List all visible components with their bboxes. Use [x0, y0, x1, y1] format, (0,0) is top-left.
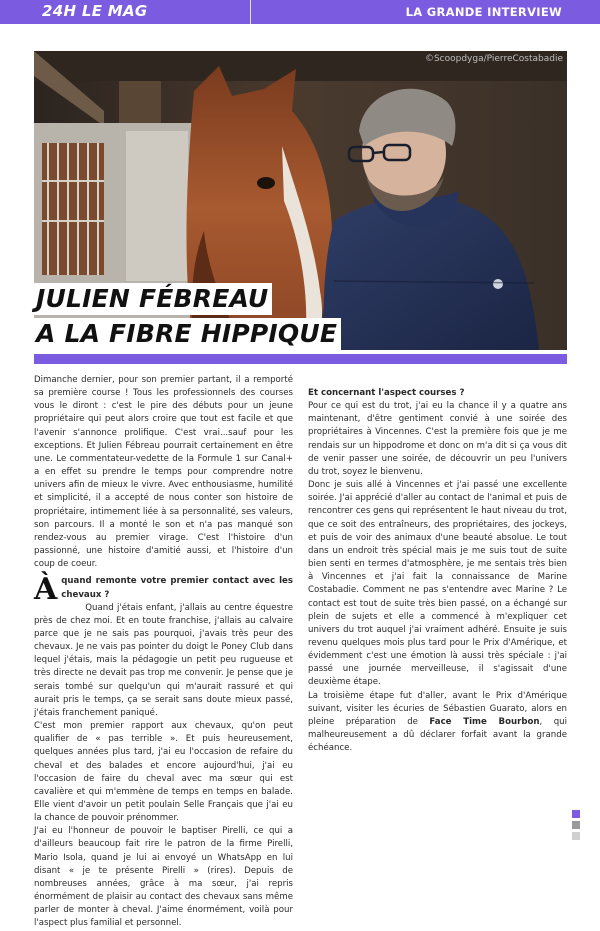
decor-square-1: [572, 810, 580, 818]
decor-square-3: [572, 832, 580, 840]
drop-cap: À: [34, 572, 58, 608]
header-bar: [0, 0, 600, 24]
intro-paragraph: Dimanche dernier, pour son premier partant, il a remporté sa première course ! Tous les professionnels des courses vous le diront : c'est le pire des débuts pour un jeune propriétaire qui peut alors croire que tout est facile et que l'avenir s'annonce prolifique. C'est vrai...sauf pour les exceptions. Et Julien Fébreau pourrait certainement en être une. Le commentateur-vedette de la Formule 1 sur Canal+ a en effet su prendre le temps pour comprendre notre univers afin de mieux le vivre. Avec enthousiasme, humilité et simplicité, il a accepté de nous conter son histoire de propriétaire, intimement liée à sa personnalité, ses valeurs, son parcours. Il a monté le son et n'a pas manqué son rendez-vous au premier virage. C'est l'histoire d'un passionné, une histoire d'amitié aussi, et l'histoire d'un coup de coeur.: [34, 375, 293, 570]
paragraph-text-end: , qui malheureusement a dû déclarer forfait avant la grande échéance.: [308, 716, 567, 754]
answer-1-paragraph-2: C'est mon premier rapport aux chevaux, qu'on peut qualifier de « pas terrible ». Et puis heureusement, quelques années plus tard, j'ai eu l'occasion de refaire du cheval et des balades et encore aujourd'hui, j'ai eu l'occasion de faire du cheval avec ma sœur qui est cavalière et qui m'emmène de temps en temps en balade. Elle vient d'avoir un petit poulain Selle Français que j'ai eu la chance de pouvoir prénommer.: [34, 721, 293, 824]
article-column-right: [308, 374, 567, 755]
decor-square-2: [572, 821, 580, 829]
answer-2-paragraph-3: [308, 690, 567, 756]
article-column-left: [34, 374, 293, 931]
header-divider: [250, 0, 251, 24]
accent-bar: [34, 354, 567, 364]
answer-1-paragraph-3: J'ai eu l'honneur de pouvoir le baptiser Pirelli, ce qui a d'ailleurs beaucoup fait rire le patron de la firme Pirelli, Mario Isola, quand je lui ai envoyé un WhatsApp en lui disant « je te présente Pirelli » (rires). Depuis de nombreuses années, grâce à ma sœur, j'ai repris énormément de plaisir au contact des chevaux sans même parler de monter à cheval. J'aime énormément, voilà pour l'aspect plus familial et personnel.: [34, 826, 293, 929]
section-name: LA GRANDE INTERVIEW: [405, 5, 562, 19]
question-block-1: [34, 572, 293, 608]
magazine-name: 24H LE MAG: [42, 2, 148, 20]
headline-line-2: A LA FIBRE HIPPIQUE: [34, 318, 341, 350]
headline-line-1: JULIEN FÉBREAU: [34, 283, 272, 315]
photo-credit: ©Scoopdyga/PierreCostabadie: [424, 54, 563, 64]
answer-2-paragraph-2: Donc je suis allé à Vincennes et j'ai passé une excellente soirée. J'ai apprécié d'aller au contact de l'animal et puis de rencontrer ces gens qui représentent le haut niveau du trot, que ce soit des entraîneurs, des propriétaires, des jockeys, et puis de voir des animaux d'une beauté absolue. Le tout dans un endroit très spécial mais je me suis tout de suite bien senti en termes d'atmosphère, je me sentais très bien à Vincennes et j'ai fait la connaissance de Marine Costabadie. Comment ne pas s'entendre avec Marine ? Le contact est tout de suite très bien passé, on a échangé sur plein de sujets et elle a commencé à m'expliquer cet univers du trot auquel j'ai vraiment adhéré. Ensuite je suis revenu quelques mois plus tard pour le Prix d'Amérique, et évidemment c'est une émotion là aussi très spéciale : j'ai passé une journée merveilleuse, il s'agissait d'une deuxième étape.: [308, 480, 567, 688]
question-1: quand remonte votre premier contact avec les chevaux ?: [61, 576, 293, 600]
paragraph-text-start: La troisième étape fut d'aller, avant le Prix d'Amérique suivant, visiter les écuries de Sébastien Guarato, alors en pleine préparation de: [308, 690, 567, 727]
answer-2-paragraph-1: Pour ce qui est du trot, j'ai eu la chance il y a quatre ans maintenant, d'être gentiment convié à une soirée des propriétaires à Vincennes. C'est la première fois que je me rendais sur un hippodrome et donc on m'a dit si ça vous dit de venir passer une soirée, de découvrir un peu l'univers du trot, soyez le bienvenu.: [308, 401, 567, 477]
horse-name: Face Time Bourbon: [429, 716, 540, 727]
answer-1-paragraph-1: Quand j'étais enfant, j'allais au centre équestre près de chez moi. Et en toute franchise, j'allais au calvaire parce que je ne sais pas pourquoi, j'avais très peur des chevaux. Je ne vais pas pointer du doigt le Poney Club dans lequel j'étais, mais la pédagogie un petit peu rugueuse et très directe ne devait pas trop me convenir. Je pense que je serais tombé sur quelqu'un qui m'aurait rassuré et qui aurait pris le temps, ça se serait sans doute mieux passé, j'étais franchement paniqué.: [34, 602, 293, 718]
column-spacer: [308, 374, 567, 387]
question-2: Et concernant l'aspect courses ?: [308, 388, 465, 398]
